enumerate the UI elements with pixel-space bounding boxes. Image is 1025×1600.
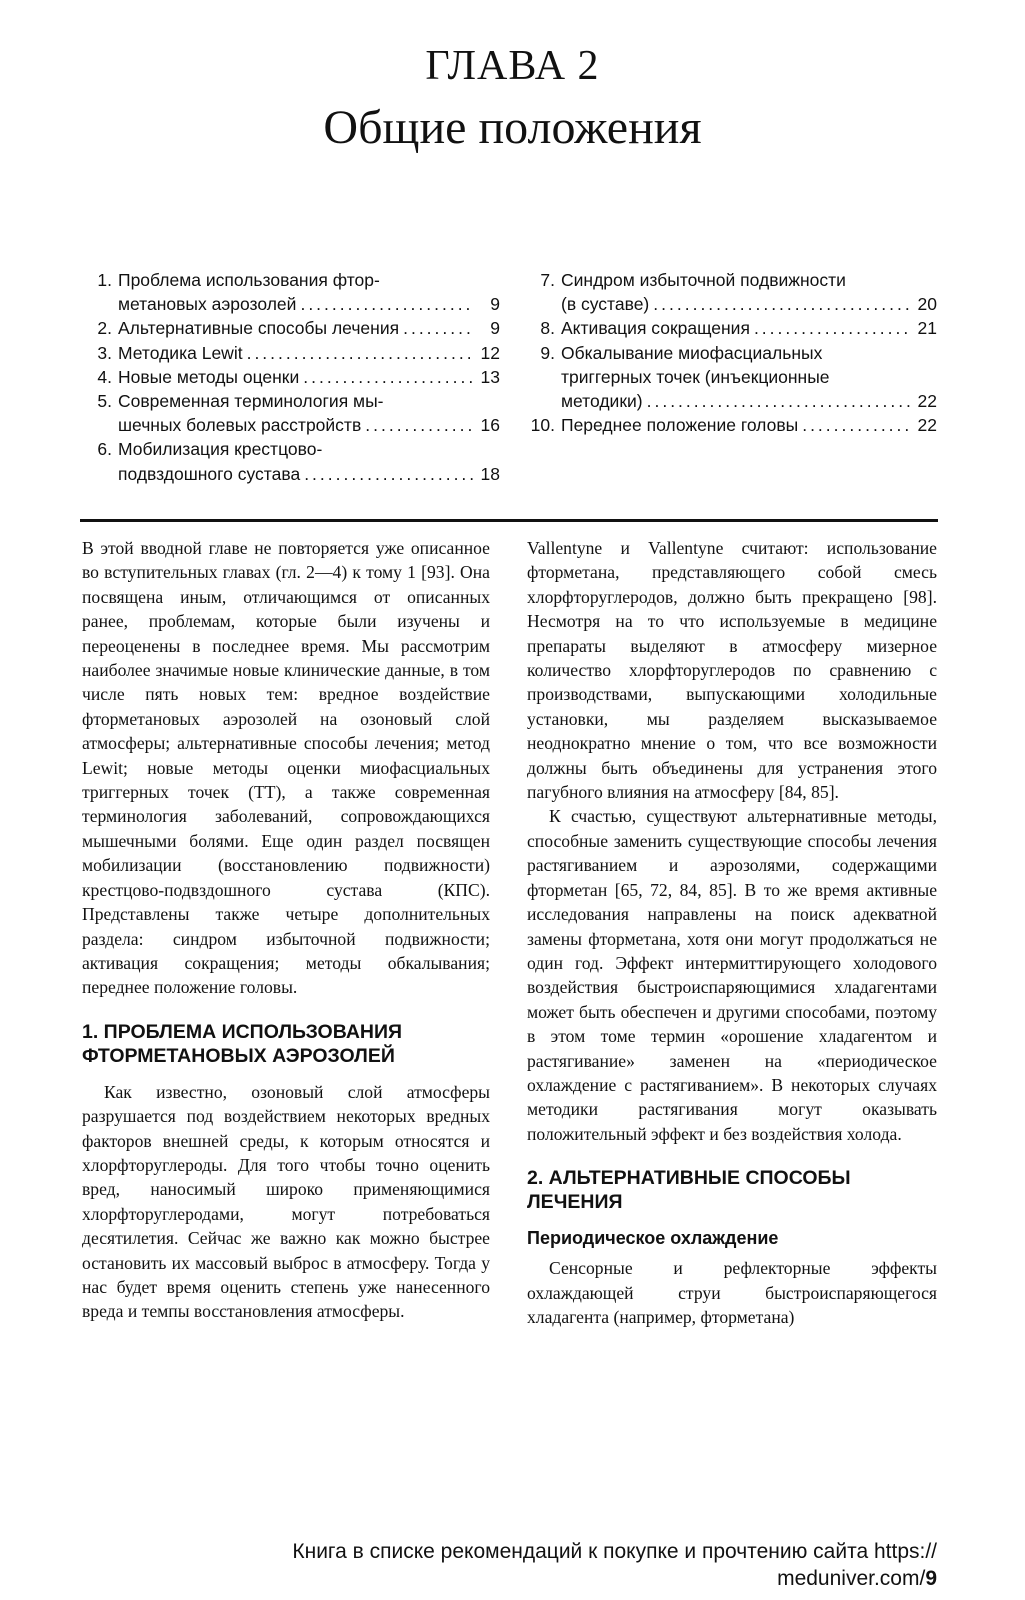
toc-page-number: 20 [917, 294, 937, 315]
paragraph-cooling: Сенсорные и рефлекторные эффекты охлаждающей струи быстроиспаряющегося хладагента (например, фторметана) [527, 1258, 937, 1327]
toc-leader-dots [247, 341, 474, 365]
toc-item [525, 316, 937, 340]
toc-item-number: 3. [97, 342, 112, 363]
toc-item-number: 7. [540, 270, 555, 290]
toc-item-text: Современная терминология мы- [118, 391, 384, 412]
toc-item-text: Переднее положение головы [561, 415, 799, 436]
toc-item-number: 1. [97, 270, 112, 290]
toc-page-number: 9 [490, 294, 500, 315]
intro-paragraph: В этой вводной главе не повторяется уже описанное во вступительных главах (гл. 2—4) к тому 1 [93]. Она посвящена иным, отличающимся от описанных ранее, проблемам, которые были изучены и переоценены в последнее время. Мы рассмотрим наиболее значимые новые клинические данные, в том числе пять новых тем: вредное воздействие фторметановых аэрозолей на озоновый слой атмосферы; альтернативные способы лечения; метод Lewit; новые методы оценки миофасциальных триггерных точек (ТТ), а также современная терминология заболеваний, сопровождающихся мышечными болями. Еще один раздел посвящен мобилизации (восстановлению подвижности) крестцово-подвздошного сустава (КПС). Представлены также четыре дополнительных раздела: синдром избыточной подвижности; активация сокращения; методы обкалывания; переднее положение головы. [82, 538, 490, 998]
toc-item [82, 316, 500, 340]
paragraph-vallentyne: Vallentyne и Vallentyne считают: использование фторметана, представляющего собой смесь хлорфторуглеродов, должно быть прекращено [98]. Несмотря на то что используемые в медицине препараты выделяют в атмосферу мизерное количество хлорфторуглеродов по сравнению с производствами, выпускающими холодильные установки, мы разделяем высказываемое неоднократно мнение о том, что все возможности должны быть объединены для устранения этого пагубного влияния на атмосферу [84, 85]. [527, 538, 937, 803]
toc-item [525, 413, 937, 437]
toc-leader-dots [653, 292, 911, 316]
toc-item-number: 6. [97, 439, 112, 460]
toc-item [82, 389, 500, 437]
toc-leader-dots [303, 365, 474, 389]
toc-leader-dots [304, 462, 474, 486]
toc-page-number: 22 [917, 415, 937, 436]
toc-page-number: 12 [480, 342, 500, 363]
toc-item [525, 341, 937, 414]
toc-item-text: метановых аэрозолей [118, 294, 297, 315]
toc-item-text: Синдром избыточной подвижности [561, 270, 846, 290]
toc-leader-dots [802, 413, 911, 437]
subsection-heading: Периодическое охлаждение [527, 1228, 779, 1249]
toc-item-number: 5. [97, 391, 112, 412]
toc-item [82, 365, 500, 389]
page-number: 9 [925, 1567, 937, 1590]
paragraph-alternatives: К счастью, существуют альтернативные методы, способные заменить существующие способы лечения растягиванием и аэрозолями, содержащими фторметан [65, 72, 84, 85]. В то же время активные исследования направлены на поиск адекватной замены фторметана, хотя они могут продолжаться не один год. Эффект интермиттирующего холодового воздействия быстроиспаряющимися хладагентами может быть обеспечен и другими способами, поэтому в этом томе термин «орошение хладагентом и растягивание» заменен на «периодическое охлаждение с растягиванием». В некоторых случаях методики растягивания могут оказывать положительный эффект и без воздействия холода. [527, 806, 937, 1144]
toc-item-number: 9. [540, 342, 555, 363]
toc-item [525, 268, 937, 316]
toc-item-number: 4. [97, 366, 112, 387]
toc-item-number: 8. [540, 318, 555, 339]
toc-leader-dots [365, 413, 474, 437]
section-divider [80, 519, 938, 522]
toc-page-number: 22 [917, 391, 937, 412]
toc-item-text: методики) [561, 391, 643, 412]
toc-page-number: 21 [917, 318, 937, 339]
toc-item-text: Проблема использования фтор- [118, 270, 380, 290]
footer-recommendation: Книга в списке рекомендаций к покупке и прочтению сайта https:// [292, 1540, 937, 1563]
chapter-label: ГЛАВА 2 [425, 43, 600, 89]
toc-item-text: Мобилизация крестцово- [118, 439, 323, 460]
toc-leader-dots [403, 316, 474, 340]
section-1-paragraph: Как известно, озоновый слой атмосферы разрушается под воздействием некоторых вредных факторов внешней среды, к которым относятся и хлорфторуглероды. Для того чтобы точно оценить вред, наносимый широко применяющимися хлорфторуглеродами, могут потребоваться десятилетия. Сейчас же важно как можно быстрее остановить их массовый выброс в атмосферу. Тогда у нас будет время оценить степень уже нанесенного вреда и темпы восстановления атмосферы. [82, 1081, 490, 1322]
toc-leader-dots [754, 316, 911, 340]
toc-item [82, 341, 500, 365]
toc-item-number: 10. [530, 415, 555, 436]
toc-page-number: 9 [490, 318, 500, 339]
left-text-column [82, 536, 490, 1324]
chapter-title: Общие положения [323, 101, 702, 154]
right-text-column [527, 536, 937, 1329]
toc-item-number: 2. [97, 318, 112, 339]
toc-item-text: (в суставе) [561, 294, 650, 315]
section-2-heading: 2. АЛЬТЕРНАТИВНЫЕ СПОСОБЫ ЛЕЧЕНИЯ [527, 1167, 851, 1214]
page-footer [292, 1538, 937, 1592]
toc-item-text: Методика Lewit [118, 342, 243, 363]
toc-item [82, 437, 500, 485]
table-of-contents-left [82, 268, 500, 486]
toc-item-text: подвздошного сустава [118, 463, 301, 484]
toc-page-number: 16 [480, 415, 500, 436]
toc-leader-dots [300, 292, 474, 316]
toc-page-number: 18 [480, 463, 500, 484]
toc-item-text: Обкалывание миофасциальных [561, 342, 823, 363]
toc-item-text: Новые методы оценки [118, 366, 300, 387]
toc-item-text: шечных болевых расстройств [118, 415, 362, 436]
toc-item-text: триггерных точек (инъекционные [561, 366, 830, 387]
toc-item-text: Альтернативные способы лечения [118, 318, 400, 339]
section-1-heading: 1. ПРОБЛЕМА ИСПОЛЬЗОВАНИЯ ФТОРМЕТАНОВЫХ АЭРОЗОЛЕЙ [82, 1020, 403, 1067]
table-of-contents-right [525, 268, 937, 437]
toc-page-number: 13 [480, 366, 500, 387]
toc-item [82, 268, 500, 316]
toc-leader-dots [647, 389, 911, 413]
footer-site: meduniver.com/ [777, 1567, 926, 1590]
toc-item-text: Активация сокращения [561, 318, 750, 339]
